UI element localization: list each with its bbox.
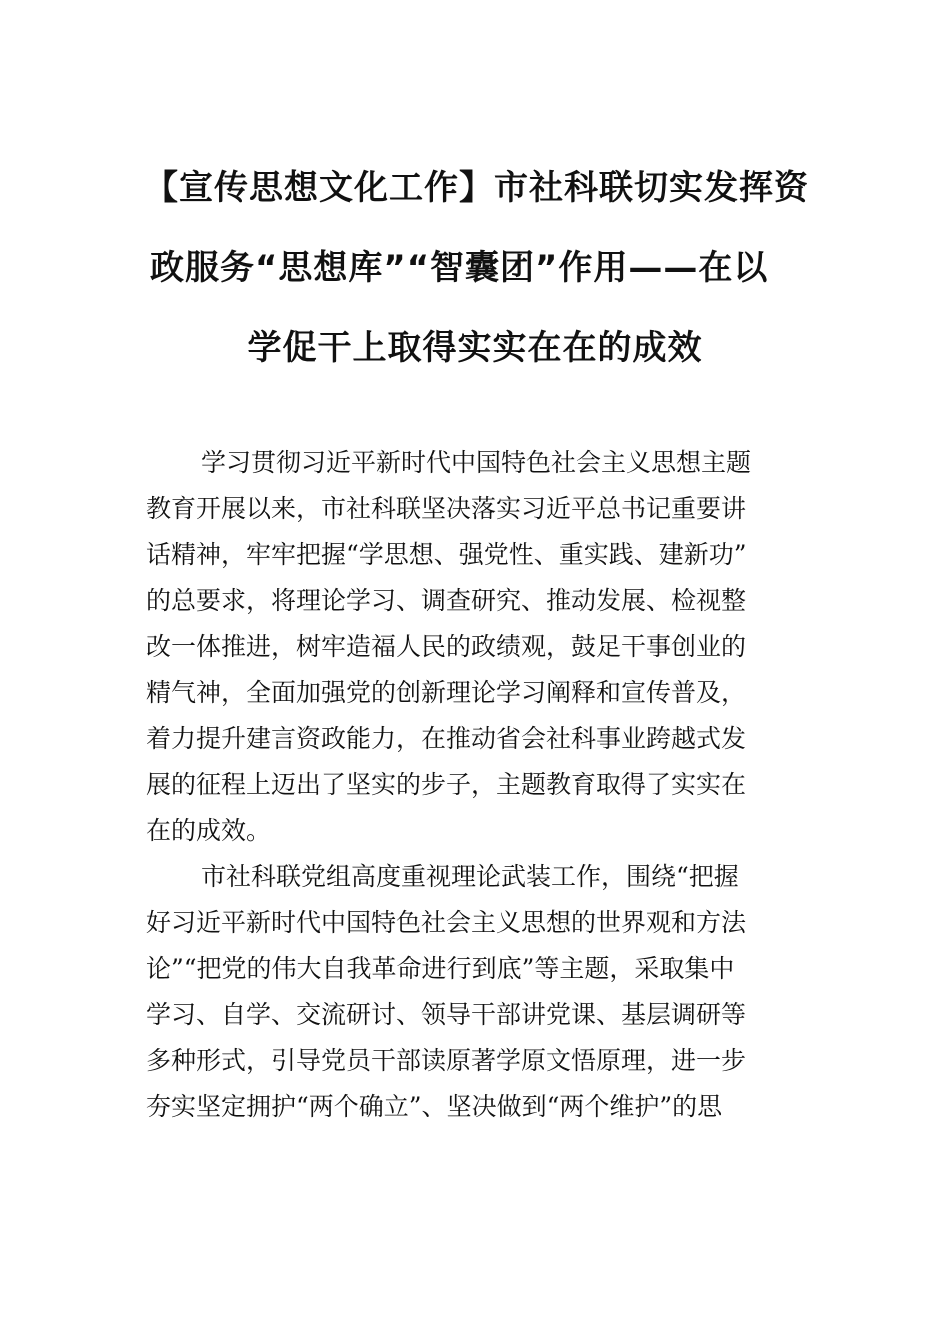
paragraph-line: 的总要求，将理论学习、调查研究、推动发展、检视整	[146, 586, 747, 615]
title-line: 【宣传思想文化工作】市社科联切实发挥资	[144, 168, 809, 208]
document-title	[140, 148, 810, 388]
paragraph-1	[146, 440, 816, 854]
paragraph-line: 在的成效。	[146, 816, 272, 845]
paragraph-line: 精气神，全面加强党的创新理论学习阐释和宣传普及，	[146, 678, 747, 707]
paragraph-line: 多种形式，引导党员干部读原著学原文悟原理，进一步	[146, 1046, 747, 1075]
paragraph-line: 着力提升建言资政能力，在推动省会社科事业跨越式发	[146, 724, 747, 753]
document-body	[146, 440, 816, 1130]
paragraph-line: 好习近平新时代中国特色社会主义思想的世界观和方法	[146, 908, 747, 937]
paragraph-line: 夯实坚定拥护“两个确立”、坚决做到“两个维护”的思	[146, 1092, 723, 1121]
paragraph-line: 话精神，牢牢把握“学思想、强党性、重实践、建新功”	[146, 540, 747, 569]
title-line: 学促干上取得实实在在的成效	[247, 328, 703, 368]
paragraph-line: 市社科联党组高度重视理论武装工作，围绕“把握	[201, 862, 739, 891]
paragraph-line: 学习、自学、交流研讨、领导干部讲党课、基层调研等	[146, 1000, 747, 1029]
paragraph-line: 展的征程上迈出了坚实的步子，主题教育取得了实实在	[146, 770, 747, 799]
paragraph-line: 学习贯彻习近平新时代中国特色社会主义思想主题	[201, 448, 752, 477]
paragraph-line: 论”“把党的伟大自我革命进行到底”等主题，采取集中	[146, 954, 735, 983]
paragraph-line: 教育开展以来，市社科联坚决落实习近平总书记重要讲	[146, 494, 747, 523]
paragraph-line: 改一体推进，树牢造福人民的政绩观，鼓足干事创业的	[146, 632, 747, 661]
paragraph-2	[146, 854, 816, 1130]
title-line: 政服务“思想库”“智囊团”作用——在以	[150, 248, 769, 288]
